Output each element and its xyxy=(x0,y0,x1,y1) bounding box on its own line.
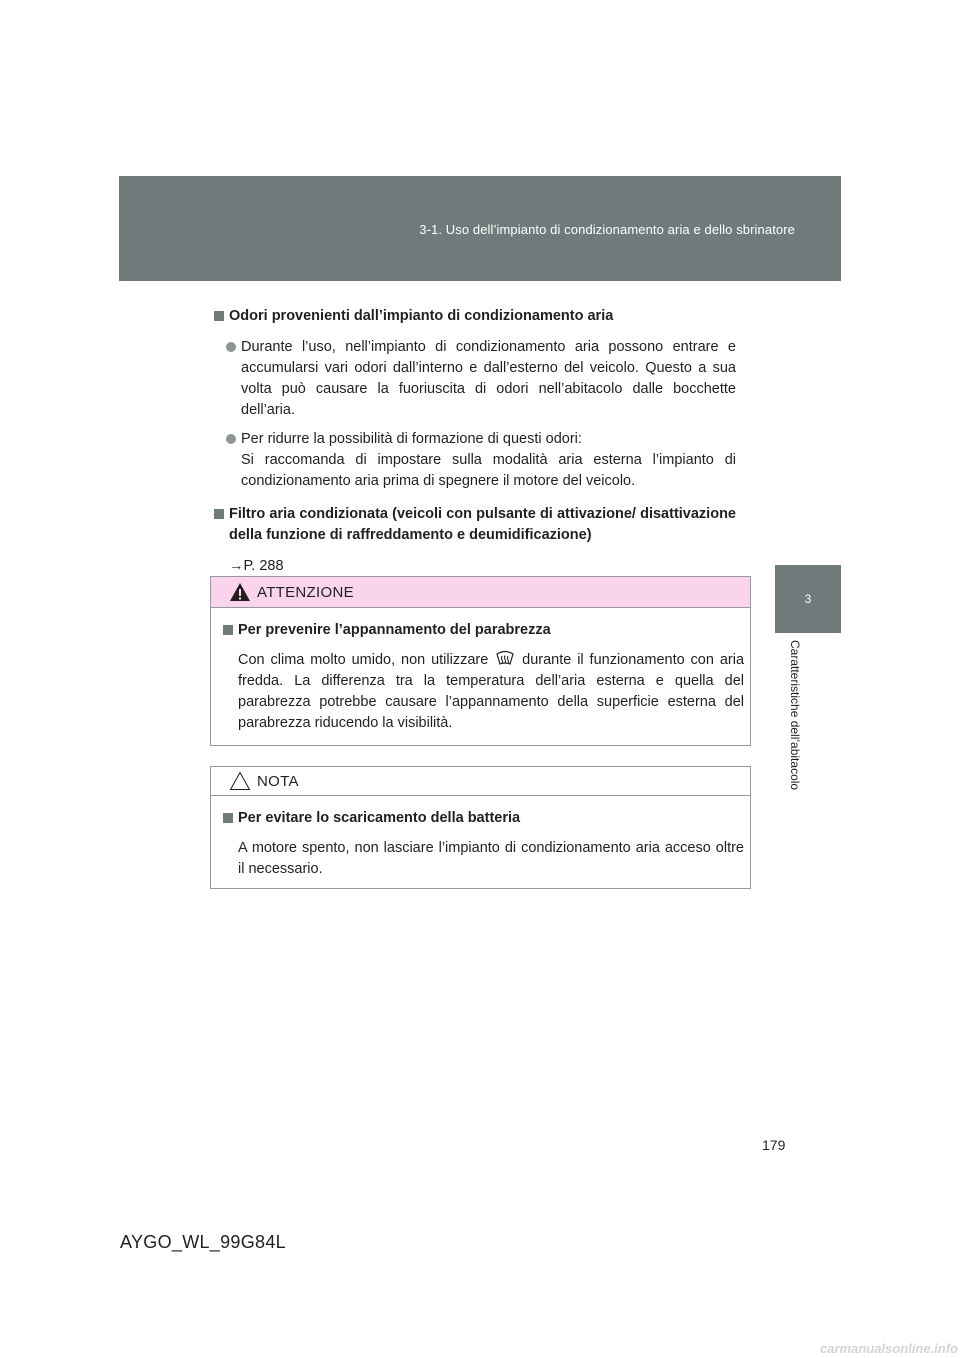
section-heading-odors xyxy=(214,306,736,327)
chapter-tab xyxy=(775,565,841,633)
warning-triangle-icon xyxy=(229,582,251,602)
list-item-text: Durante l’uso, nell’impianto di condizionamento aria possono entrare e accumularsi vari odori dall’interno e dall’esterno del veicolo. Questo a sua volta può causare la fuoriuscita di odori nell’abitacolo dalle bocchette dell’aria. xyxy=(241,339,736,418)
main-content xyxy=(214,306,736,577)
section-heading-text: Filtro aria condizionata (veicoli con pulsante di attivazione/ disattivazione della funzione di raffreddamento e deumidificazione) xyxy=(229,506,736,543)
warning-body xyxy=(211,608,750,734)
warning-heading-text: Per prevenire l’appannamento del parabrezza xyxy=(238,622,551,638)
section-heading-text: Odori provenienti dall’impianto di condizionamento aria xyxy=(229,308,614,324)
warning-text-part: Con clima molto umido, non utilizzare xyxy=(238,652,489,668)
note-body xyxy=(211,796,750,880)
note-heading-text: Per evitare lo scaricamento della batteria xyxy=(238,810,521,826)
square-bullet-icon xyxy=(214,311,224,321)
warning-title: ATTENZIONE xyxy=(257,583,354,601)
page-number: 179 xyxy=(762,1137,786,1153)
square-bullet-icon xyxy=(223,625,233,635)
watermark: carmanualsonline.info xyxy=(820,1341,958,1356)
warning-text-part: durante il funzionamento con aria fredda. La differenza tra la temperatura dell’aria esterna e quella del parabrezza potrebbe causare l’appannamento della superficie esterna del parabrezza riducendo la visibilità. xyxy=(238,652,745,731)
square-bullet-icon xyxy=(223,813,233,823)
warning-box xyxy=(210,576,751,746)
square-bullet-icon xyxy=(214,509,224,519)
note-box xyxy=(210,766,751,889)
round-bullet-icon xyxy=(226,434,236,444)
caution-triangle-icon xyxy=(229,771,251,791)
warning-heading xyxy=(223,620,744,641)
document-code: AYGO_WL_99G84L xyxy=(120,1232,286,1252)
note-header xyxy=(211,767,750,796)
list-item xyxy=(226,429,736,492)
header-band xyxy=(119,176,841,281)
list-item xyxy=(226,337,736,421)
page-reference-link[interactable]: →P. 288 xyxy=(229,558,284,574)
round-bullet-icon xyxy=(226,342,236,352)
section-title: 3-1. Uso dell’impianto di condizionamento aria e dello sbrinatore xyxy=(419,222,795,237)
note-heading xyxy=(223,808,744,829)
warning-header xyxy=(211,577,750,608)
list-item-text: Si raccomanda di impostare sulla modalità aria esterna l’impianto di condizionamento aria prima di spegnere il motore del veicolo. xyxy=(241,452,736,489)
chapter-number: 3 xyxy=(804,592,812,606)
note-text: A motore spento, non lasciare l’impianto di condizionamento aria acceso oltre il necessario. xyxy=(238,840,744,877)
windshield-defroster-icon xyxy=(496,650,514,666)
list-item-text: Per ridurre la possibilità di formazione di questi odori: xyxy=(241,431,582,447)
section-heading-filter xyxy=(214,504,736,546)
chapter-label: Caratteristiche dell’abitacolo xyxy=(788,640,802,791)
warning-text xyxy=(223,650,744,734)
note-title: NOTA xyxy=(257,772,299,790)
